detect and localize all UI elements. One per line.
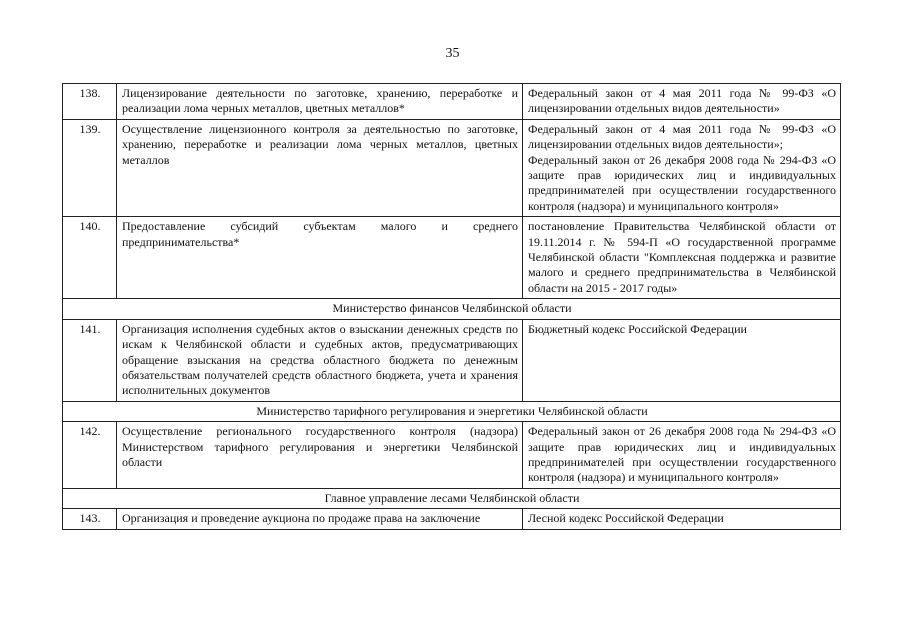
section-title: Министерство финансов Челябинской области	[63, 299, 841, 319]
function-name: Осуществление регионального государственного контроля (надзора) Министерством тарифного регулирования и энергетики Челябинской области	[117, 422, 523, 489]
table-row	[63, 509, 841, 529]
section-title: Министерство тарифного регулирования и энергетики Челябинской области	[63, 401, 841, 421]
legal-basis-act: постановление Правительства Челябинской области от 19.11.2014 г. № 594-П «О государственной программе Челябинской области "Комплексная поддержка и развитие малого и среднего предпринимательства в Челябинской области на 2015 - 2017 годы»	[528, 219, 836, 295]
section-title: Главное управление лесами Челябинской области	[63, 488, 841, 508]
legal-basis-act: Федеральный закон от 26 декабря 2008 года № 294-ФЗ «О защите прав юридических лиц и индивидуальных предпринимателей при осуществлении государственного контроля (надзора) и муниципального контроля»	[528, 152, 836, 213]
table-row	[63, 422, 841, 489]
section-header-row	[63, 488, 841, 508]
row-number: 143.	[63, 509, 117, 529]
row-number: 138.	[63, 84, 117, 120]
legal-basis	[523, 217, 841, 299]
legal-basis-act: Федеральный закон от 4 мая 2011 года № 99-ФЗ «О лицензировании отдельных видов деятельности»;	[528, 121, 836, 152]
function-name: Осуществление лицензионного контроля за деятельностью по заготовке, хранению, переработке и реализации лома черных металлов, цветных металлов	[117, 119, 523, 216]
legal-basis	[523, 422, 841, 489]
row-number: 142.	[63, 422, 117, 489]
services-table	[62, 83, 841, 530]
legal-basis-act: Федеральный закон от 4 мая 2011 года № 99-ФЗ «О лицензировании отдельных видов деятельности»	[528, 86, 836, 116]
table-row	[63, 217, 841, 299]
row-number: 139.	[63, 119, 117, 216]
legal-basis-act: Бюджетный кодекс Российской Федерации	[528, 321, 747, 336]
function-name: Организация и проведение аукциона по продаже права на заключение	[117, 509, 523, 529]
services-table-body	[63, 84, 841, 530]
legal-basis	[523, 319, 841, 401]
table-row	[63, 119, 841, 216]
table-row	[63, 319, 841, 401]
row-number: 141.	[63, 319, 117, 401]
page-number: 35	[445, 46, 460, 61]
section-header-row	[63, 401, 841, 421]
function-name: Организация исполнения судебных актов о взыскании денежных средств по искам к Челябинской области и судебных актов, предусматривающих обращение взыскания на средства областного бюджета по денежным обязательствам получателей средств областного бюджета, учета и хранения исполнительных документов	[117, 319, 523, 401]
section-header-row	[63, 299, 841, 319]
legal-basis-act: Федеральный закон от 26 декабря 2008 года № 294-ФЗ «О защите прав юридических лиц и индивидуальных предпринимателей при осуществлении государственного контроля (надзора) и муниципального контроля»	[528, 424, 836, 485]
legal-basis	[523, 509, 841, 529]
legal-basis	[523, 119, 841, 216]
function-name: Предоставление субсидий субъектам малого и среднего предпринимательства*	[117, 217, 523, 299]
legal-basis	[523, 84, 841, 120]
legal-basis-act: Лесной кодекс Российской Федерации	[528, 511, 724, 526]
row-number: 140.	[63, 217, 117, 299]
table-row	[63, 84, 841, 120]
function-name: Лицензирование деятельности по заготовке, хранению, переработке и реализации лома черных металлов, цветных металлов*	[117, 84, 523, 120]
